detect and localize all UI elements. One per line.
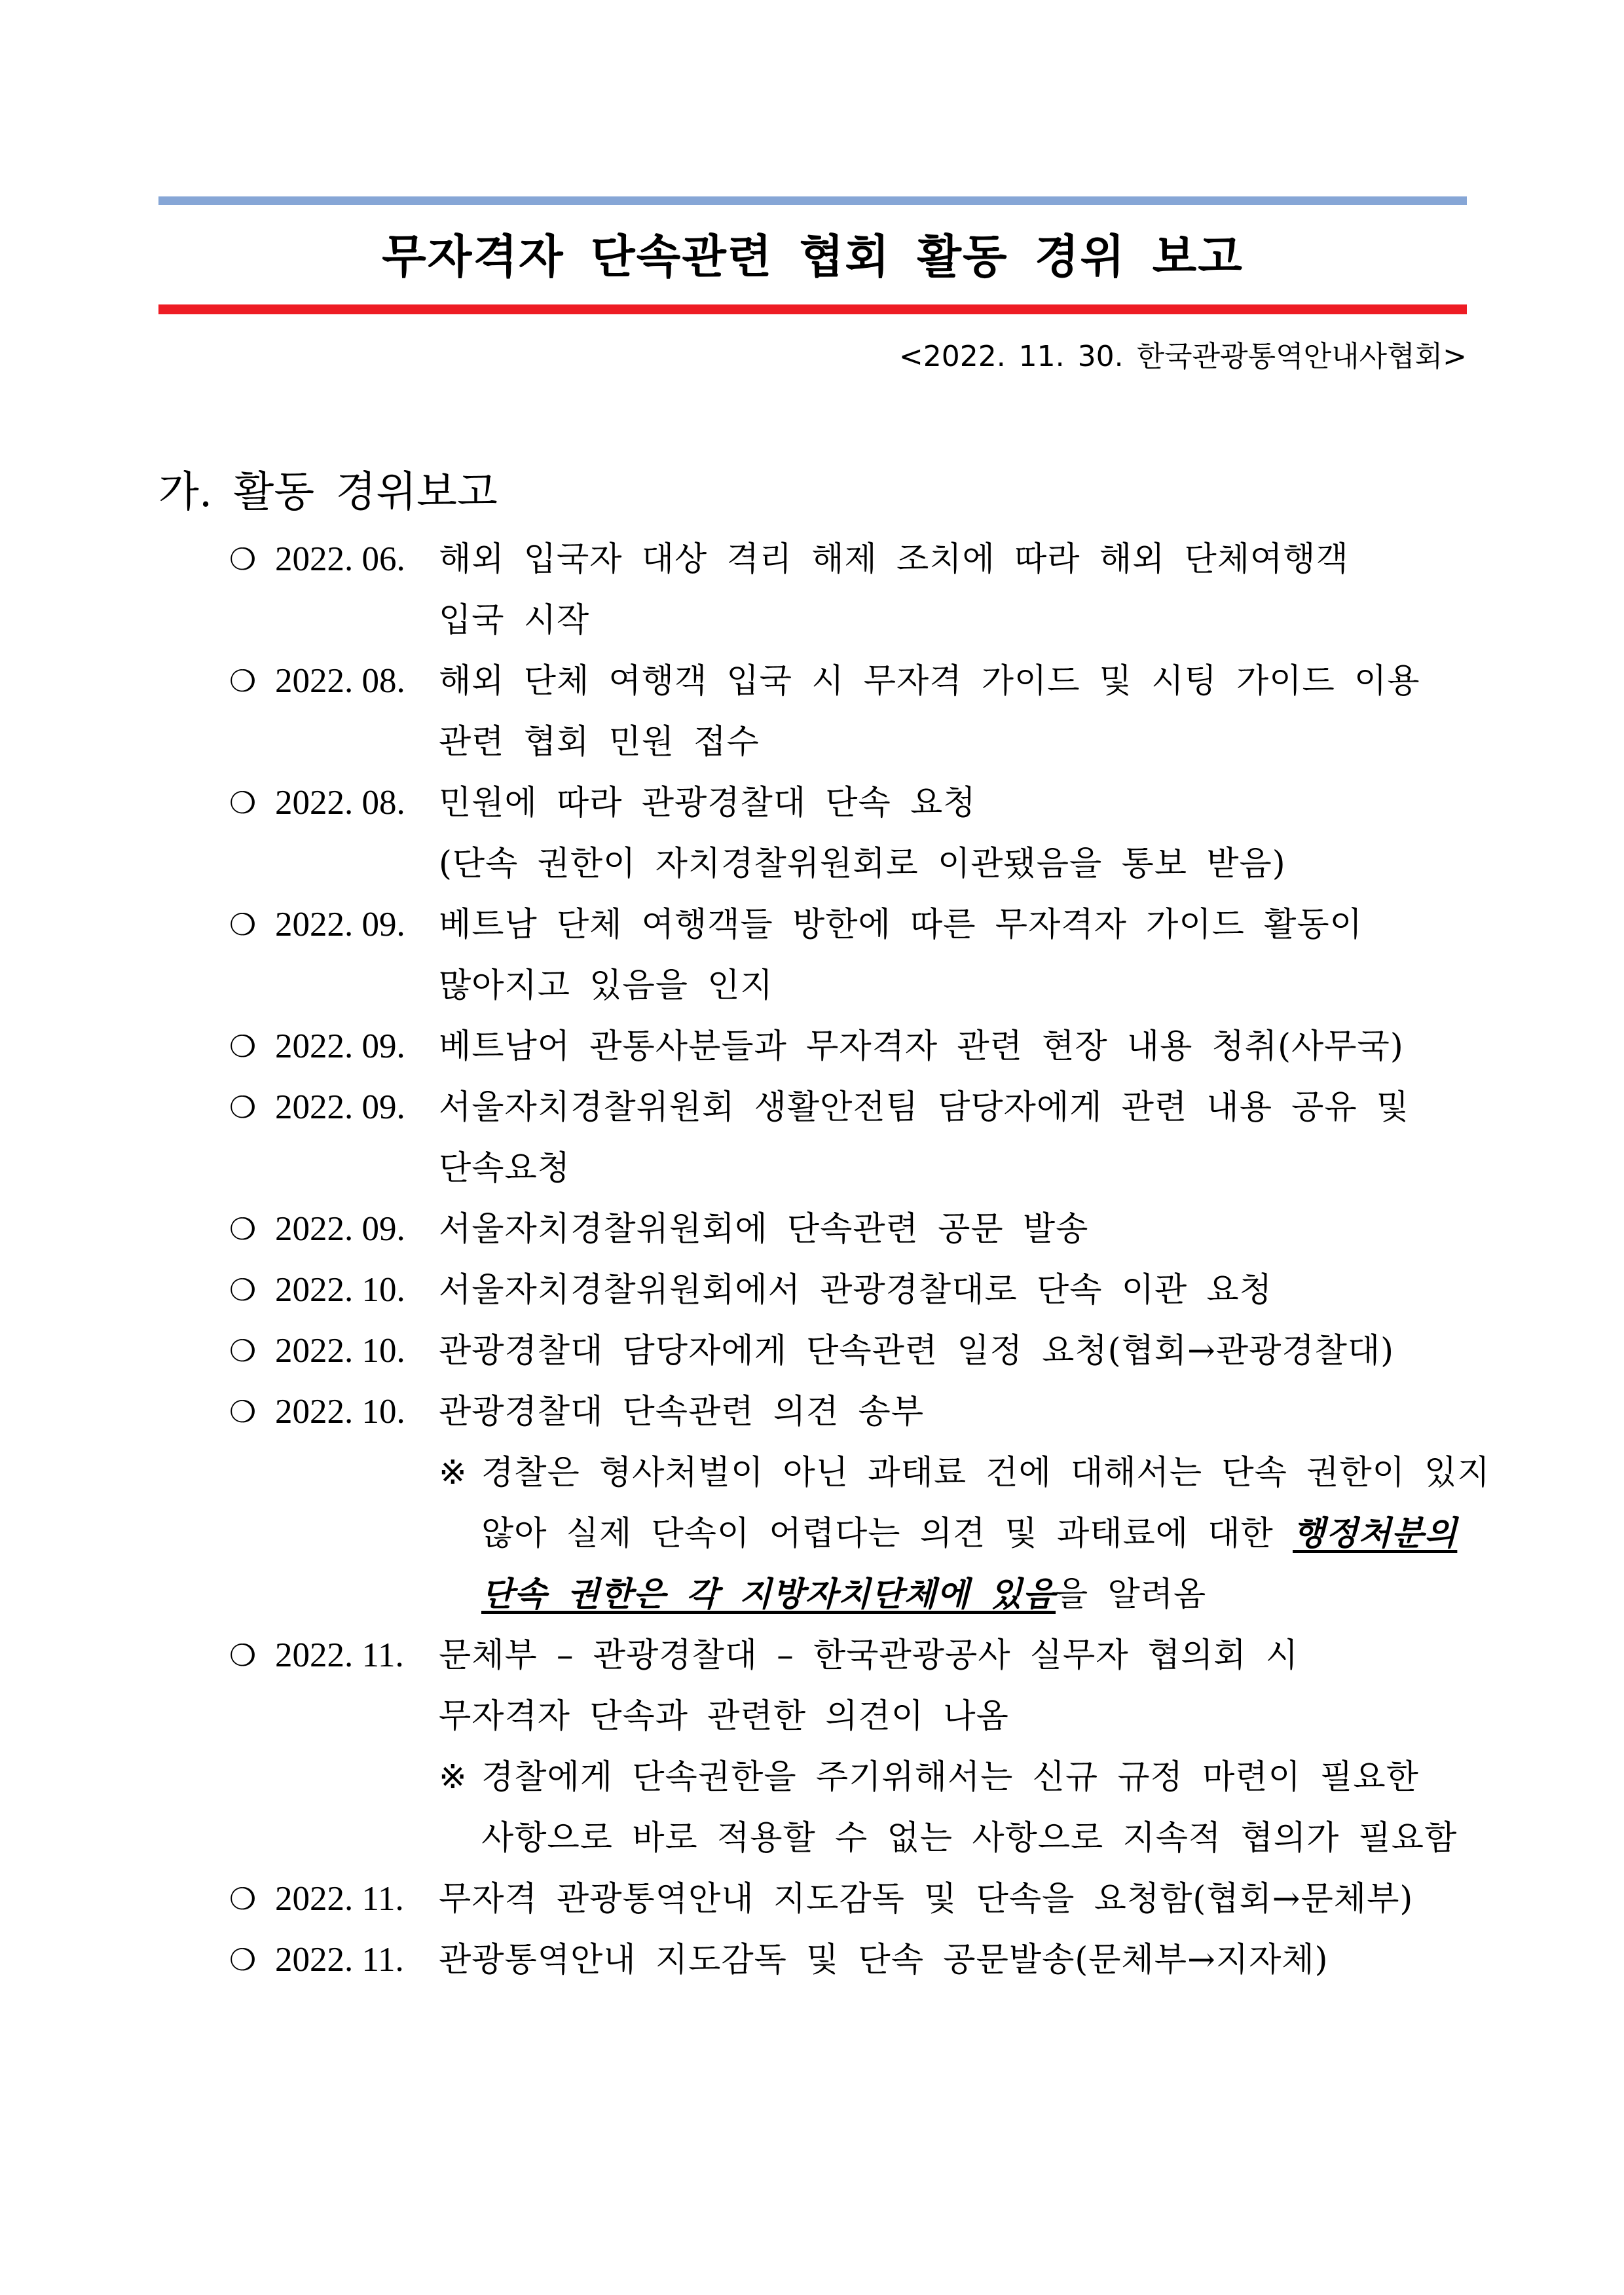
note-text-line <box>481 1564 1206 1625</box>
bullet-icon: ❍ <box>229 1211 257 1247</box>
section-heading: 가. 활동 경위보고 <box>158 468 498 517</box>
item-text: 베트남어 관통사분들과 무자격자 관련 현장 내용 청취(사무국) <box>439 1027 1404 1066</box>
item-continuation <box>0 1686 1624 1747</box>
list-item <box>0 1930 1624 1991</box>
note-emphasis: 단속 권한은 각 지방자치단체에 있음 <box>481 1575 1056 1614</box>
title-bottom-rule <box>158 304 1467 314</box>
item-note <box>0 1442 1624 1503</box>
item-text: 입국 시작 <box>439 601 590 640</box>
item-text: 서울자치경찰위원회에 단속관련 공문 발송 <box>439 1210 1089 1249</box>
item-continuation <box>0 1138 1624 1199</box>
bullet-icon: ❍ <box>229 907 257 942</box>
bullet-icon: ❍ <box>229 1942 257 1977</box>
item-continuation <box>0 834 1624 894</box>
item-text: 서울자치경찰위원회 생활안전팀 담당자에게 관련 내용 공유 및 <box>439 1088 1410 1127</box>
note-text-plain: 않아 실제 단속이 어렵다는 의견 및 과태료에 대한 <box>481 1515 1293 1553</box>
list-item <box>0 1016 1624 1077</box>
item-date: 2022. 11. <box>275 1636 404 1674</box>
note-emphasis: 행정처분의 <box>1293 1514 1458 1553</box>
bullet-icon: ❍ <box>229 1638 257 1673</box>
bullet-icon: ❍ <box>229 663 257 699</box>
item-date: 2022. 10. <box>275 1332 405 1370</box>
note-text-line: 사항으로 바로 적용할 수 없는 사항으로 지속적 협의가 필요함 <box>481 1819 1458 1858</box>
item-date: 2022. 06. <box>275 540 405 578</box>
bullet-icon: ❍ <box>229 1394 257 1429</box>
title-top-rule <box>158 196 1467 205</box>
item-continuation <box>0 590 1624 651</box>
item-note-continuation <box>0 1564 1624 1625</box>
list-item <box>0 1382 1624 1442</box>
list-item <box>0 1260 1624 1321</box>
item-note-continuation <box>0 1503 1624 1564</box>
item-date: 2022. 11. <box>275 1880 404 1918</box>
list-item <box>0 1077 1624 1138</box>
bullet-icon: ❍ <box>229 1090 257 1125</box>
note-text: 경찰에게 단속권한을 주기위해서는 신규 규정 마련이 필요한 <box>481 1758 1419 1797</box>
list-item <box>0 1625 1624 1686</box>
bullet-icon: ❍ <box>229 1333 257 1368</box>
list-item <box>0 773 1624 834</box>
item-date: 2022. 08. <box>275 662 405 700</box>
report-date-line: <2022. 11. 30. 한국관광통역안내사협회> <box>898 340 1467 373</box>
item-text: 문체부 – 관광경찰대 – 한국관광공사 실무자 협의회 시 <box>439 1636 1299 1675</box>
note-text-line <box>481 1503 1457 1564</box>
bullet-icon: ❍ <box>229 1272 257 1308</box>
item-text: 많아지고 있음을 인지 <box>439 966 773 1005</box>
list-item <box>0 1869 1624 1930</box>
item-date: 2022. 09. <box>275 1210 405 1248</box>
list-item <box>0 1199 1624 1260</box>
note-text: 경찰은 형사처벌이 아닌 과태료 건에 대해서는 단속 권한이 있지 <box>481 1454 1490 1492</box>
item-text: 관련 협회 민원 접수 <box>439 723 760 762</box>
item-text: 단속요청 <box>439 1149 571 1188</box>
item-text: (단속 권한이 자치경찰위원회로 이관됐음을 통보 받음) <box>439 845 1286 883</box>
item-text: 해외 단체 여행객 입국 시 무자격 가이드 및 시팅 가이드 이용 <box>439 662 1420 701</box>
bullet-icon: ❍ <box>229 1881 257 1917</box>
item-text: 민원에 따라 관광경찰대 단속 요청 <box>439 784 976 822</box>
item-date: 2022. 08. <box>275 784 405 822</box>
item-date: 2022. 09. <box>275 1088 405 1126</box>
bullet-icon: ❍ <box>229 785 257 820</box>
item-text: 베트남 단체 여행객들 방한에 따른 무자격자 가이드 활동이 <box>439 906 1363 944</box>
item-note <box>0 1747 1624 1808</box>
activity-list <box>0 529 1624 1991</box>
item-date: 2022. 09. <box>275 906 405 944</box>
item-continuation <box>0 955 1624 1016</box>
item-text: 관광경찰대 담당자에게 단속관련 일정 요청(협회→관광경찰대) <box>439 1332 1395 1370</box>
note-mark-icon: ※ <box>439 1758 467 1797</box>
bullet-icon: ❍ <box>229 1029 257 1064</box>
item-date: 2022. 10. <box>275 1271 405 1309</box>
item-note-continuation <box>0 1808 1624 1869</box>
item-text: 관광통역안내 지도감독 및 단속 공문발송(문체부→지자체) <box>439 1941 1329 1979</box>
item-date: 2022. 09. <box>275 1027 405 1065</box>
item-date: 2022. 11. <box>275 1941 404 1979</box>
item-text: 무자격자 단속과 관련한 의견이 나옴 <box>439 1697 1009 1736</box>
item-text: 해외 입국자 대상 격리 해제 조치에 따라 해외 단체여행객 <box>439 540 1349 579</box>
note-mark-icon: ※ <box>439 1454 467 1492</box>
item-date: 2022. 10. <box>275 1393 405 1431</box>
item-continuation <box>0 712 1624 773</box>
list-item <box>0 894 1624 955</box>
document-title: 무자격자 단속관련 협회 활동 경위 보고 <box>382 230 1244 284</box>
bullet-icon: ❍ <box>229 542 257 577</box>
note-text-plain: 을 알려옴 <box>1056 1575 1207 1614</box>
item-text: 무자격 관광통역안내 지도감독 및 단속을 요청함(협회→문체부) <box>439 1880 1414 1919</box>
item-text: 관광경찰대 단속관련 의견 송부 <box>439 1393 925 1431</box>
list-item <box>0 529 1624 590</box>
list-item <box>0 651 1624 712</box>
item-text: 서울자치경찰위원회에서 관광경찰대로 단속 이관 요청 <box>439 1271 1272 1310</box>
list-item <box>0 1321 1624 1382</box>
